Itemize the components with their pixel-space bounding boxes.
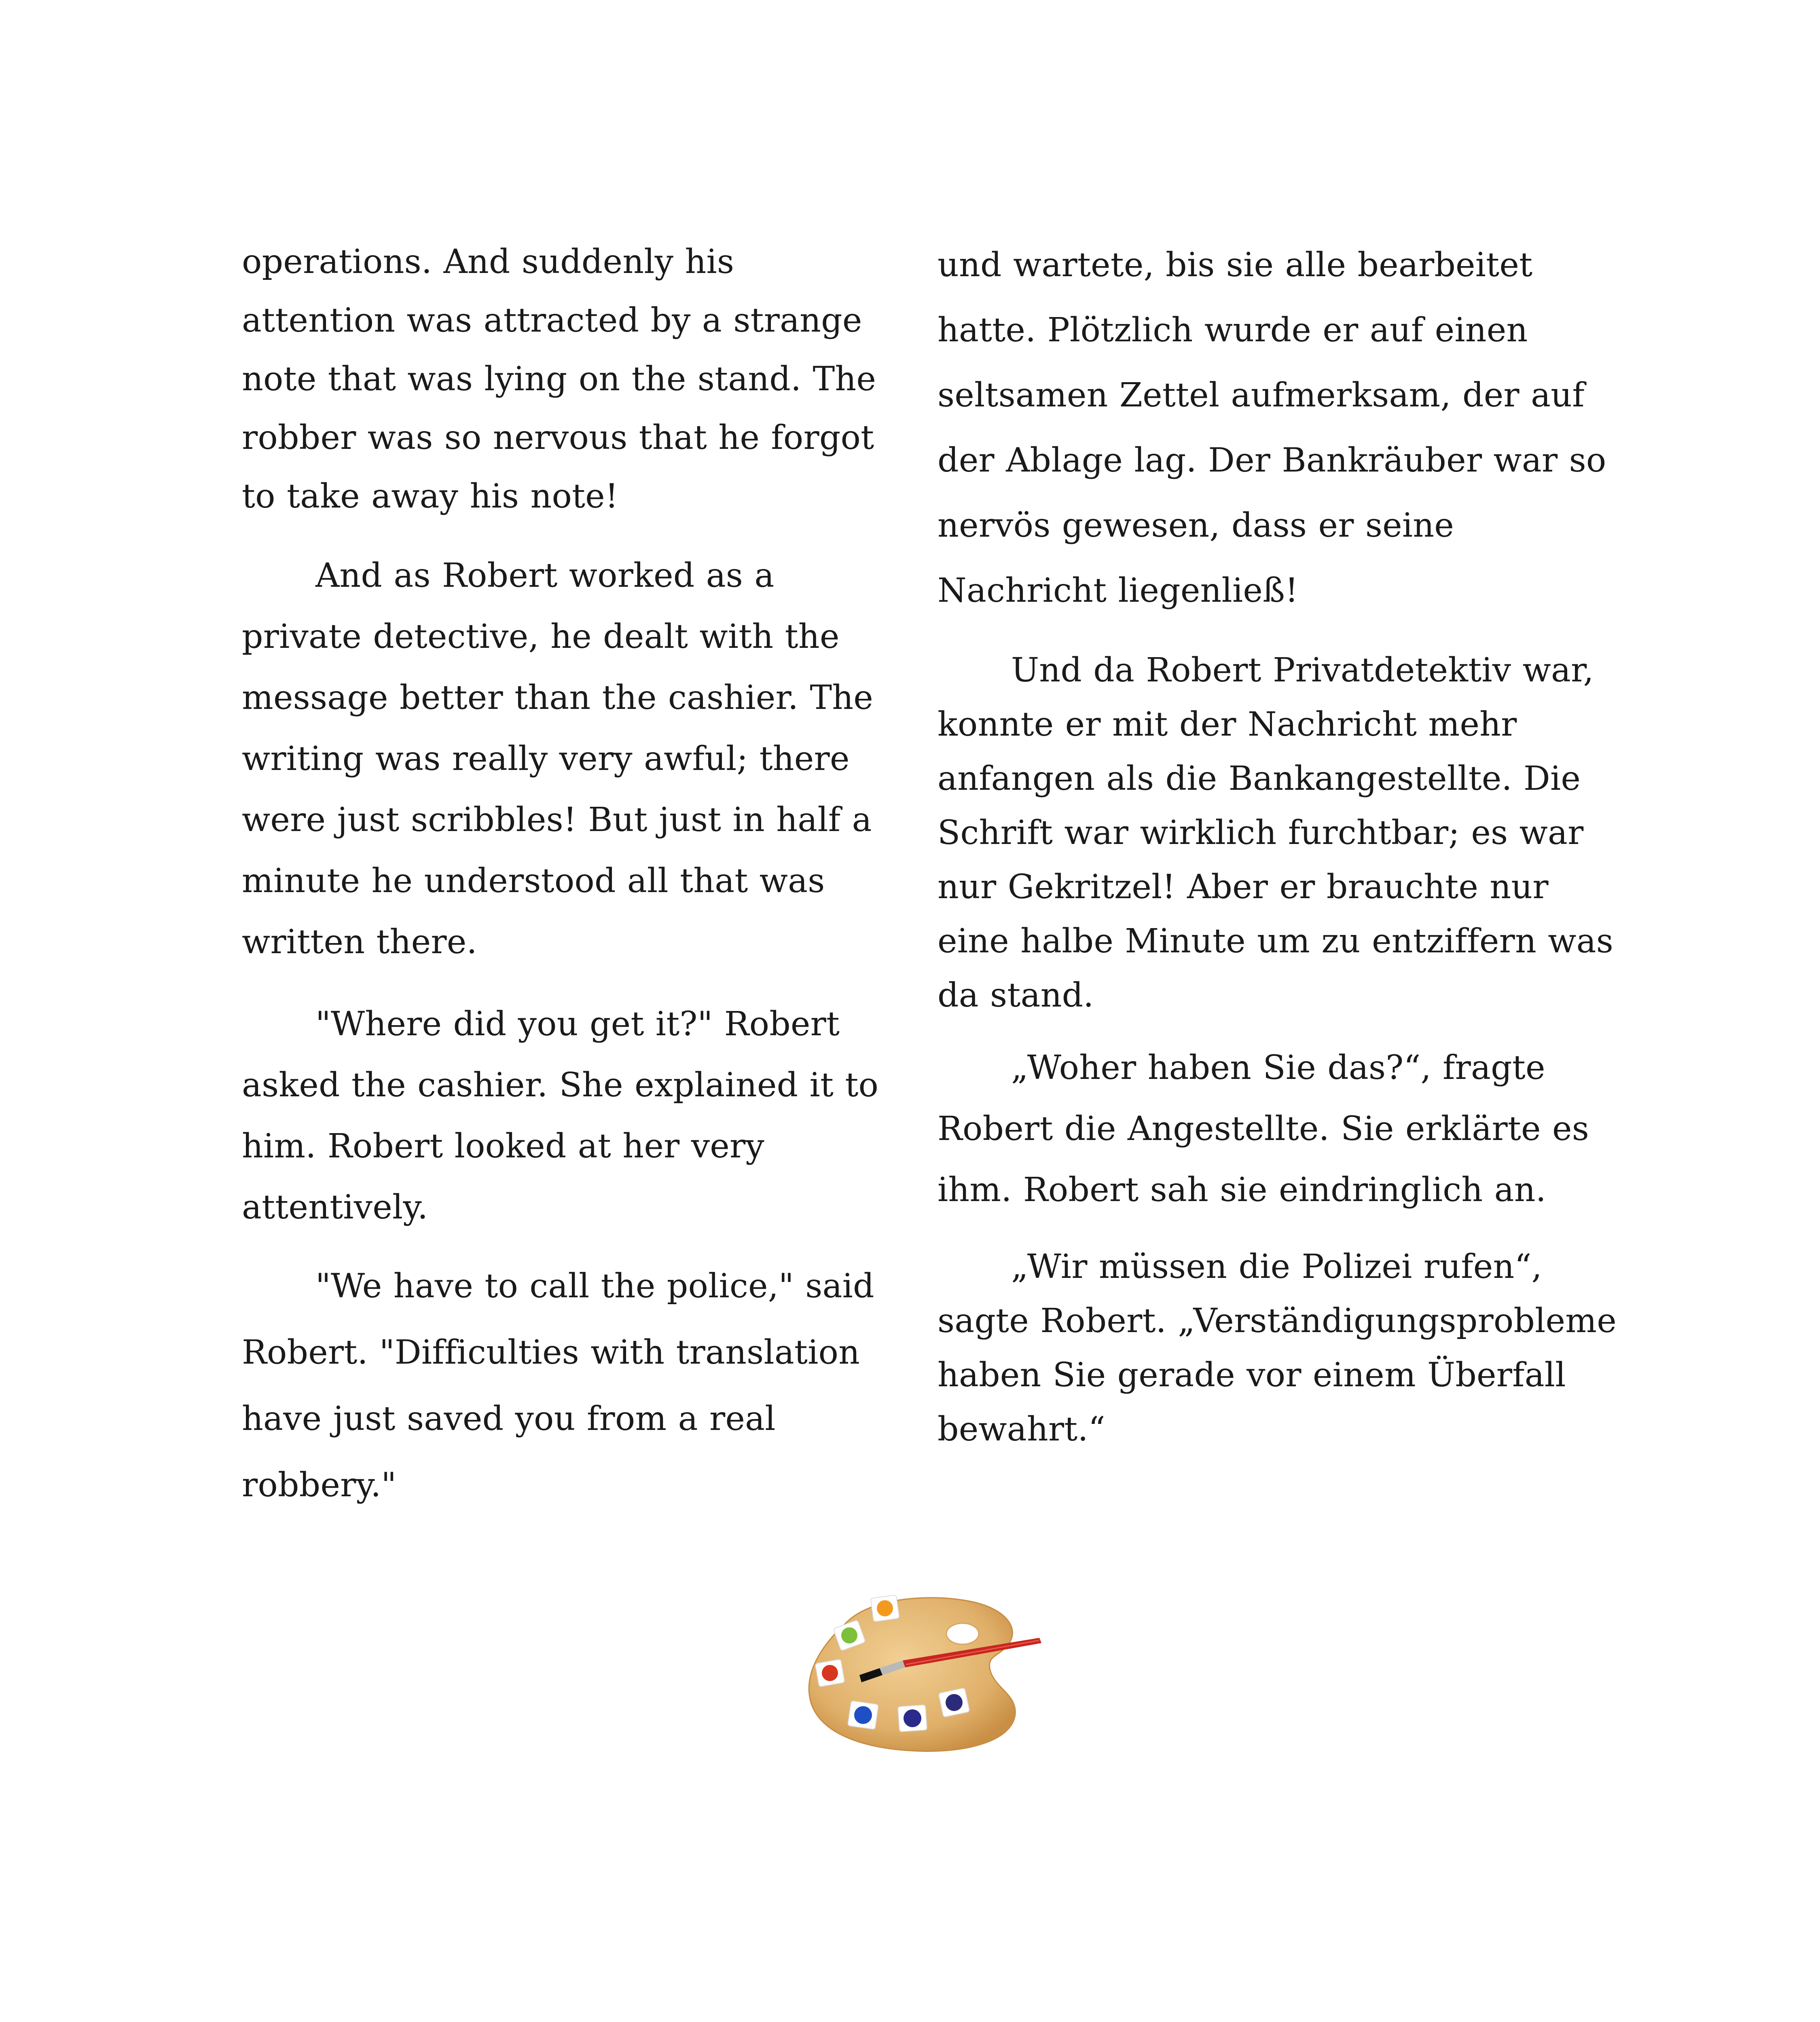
text-line: Robert die Angestellte. Sie erklärte es bbox=[938, 1110, 1589, 1148]
text-line: "We have to call the police," said bbox=[315, 1267, 874, 1305]
text-line: nervös gewesen, dass er seine bbox=[938, 506, 1454, 545]
text-line: attention was attracted by a strange bbox=[242, 301, 862, 340]
text-line: Robert. "Difficulties with translation bbox=[242, 1333, 860, 1372]
paragraph bbox=[938, 1037, 1633, 1220]
text-line: private detective, he dealt with the bbox=[242, 618, 840, 656]
german-column bbox=[938, 233, 1633, 1457]
text-line: seltsamen Zettel aufmerksam, der auf bbox=[938, 376, 1585, 415]
palette-thumb-hole bbox=[946, 1623, 979, 1644]
text-line: konnte er mit der Nachricht mehr bbox=[938, 705, 1517, 744]
paragraph bbox=[938, 233, 1633, 623]
text-line: robber was so nervous that he forgot bbox=[242, 419, 874, 457]
text-line: Und da Robert Privatdetektiv war, bbox=[1011, 651, 1594, 690]
text-line: da stand. bbox=[938, 976, 1094, 1015]
paragraph bbox=[242, 994, 905, 1238]
text-line: "Where did you get it?" Robert bbox=[315, 1005, 840, 1043]
text-line: nur Gekritzel! Aber er brauchte nur bbox=[938, 868, 1549, 906]
text-line: to take away his note! bbox=[242, 477, 619, 516]
text-line: message better than the cashier. The bbox=[242, 679, 874, 717]
text-line: attentively. bbox=[242, 1188, 428, 1227]
paragraph bbox=[938, 1240, 1633, 1457]
text-line: note that was lying on the stand. The bbox=[242, 360, 876, 398]
text-line: hatte. Plötzlich wurde er auf einen bbox=[938, 311, 1528, 349]
text-line: haben Sie gerade vor einem Überfall bbox=[938, 1356, 1566, 1394]
text-line: minute he understood all that was bbox=[242, 862, 825, 900]
text-line: written there. bbox=[242, 923, 477, 961]
text-line: und wartete, bis sie alle bearbeitet bbox=[938, 246, 1533, 284]
paint-palette-icon bbox=[797, 1585, 1064, 1759]
text-line: have just saved you from a real bbox=[242, 1400, 776, 1438]
text-line: And as Robert worked as a bbox=[315, 556, 775, 595]
text-line: him. Robert looked at her very bbox=[242, 1127, 764, 1165]
text-line: ihm. Robert sah sie eindringlich an. bbox=[938, 1171, 1547, 1209]
text-line: bewahrt.“ bbox=[938, 1410, 1105, 1449]
paragraph bbox=[242, 545, 905, 973]
paragraph bbox=[242, 1253, 905, 1519]
paragraph bbox=[938, 643, 1633, 1023]
text-line: Nachricht liegenließ! bbox=[938, 571, 1299, 610]
text-line: operations. And suddenly his bbox=[242, 243, 734, 281]
text-line: were just scribbles! But just in half a bbox=[242, 801, 872, 839]
english-column bbox=[242, 233, 905, 1519]
text-line: sagte Robert. „Verständigungsprobleme bbox=[938, 1302, 1617, 1340]
text-line: der Ablage lag. Der Bankräuber war so bbox=[938, 441, 1606, 480]
text-line: robbery." bbox=[242, 1466, 397, 1504]
text-line: „Woher haben Sie das?“, fragte bbox=[1011, 1049, 1545, 1087]
text-line: „Wir müssen die Polizei rufen“, bbox=[1011, 1248, 1542, 1286]
text-line: asked the cashier. She explained it to bbox=[242, 1066, 879, 1104]
text-line: eine halbe Minute um zu entziffern was bbox=[938, 922, 1614, 960]
text-line: writing was really very awful; there bbox=[242, 740, 850, 778]
text-line: Schrift war wirklich furchtbar; es war bbox=[938, 814, 1584, 852]
text-line: anfangen als die Bankangestellte. Die bbox=[938, 759, 1581, 798]
paragraph bbox=[242, 233, 905, 526]
